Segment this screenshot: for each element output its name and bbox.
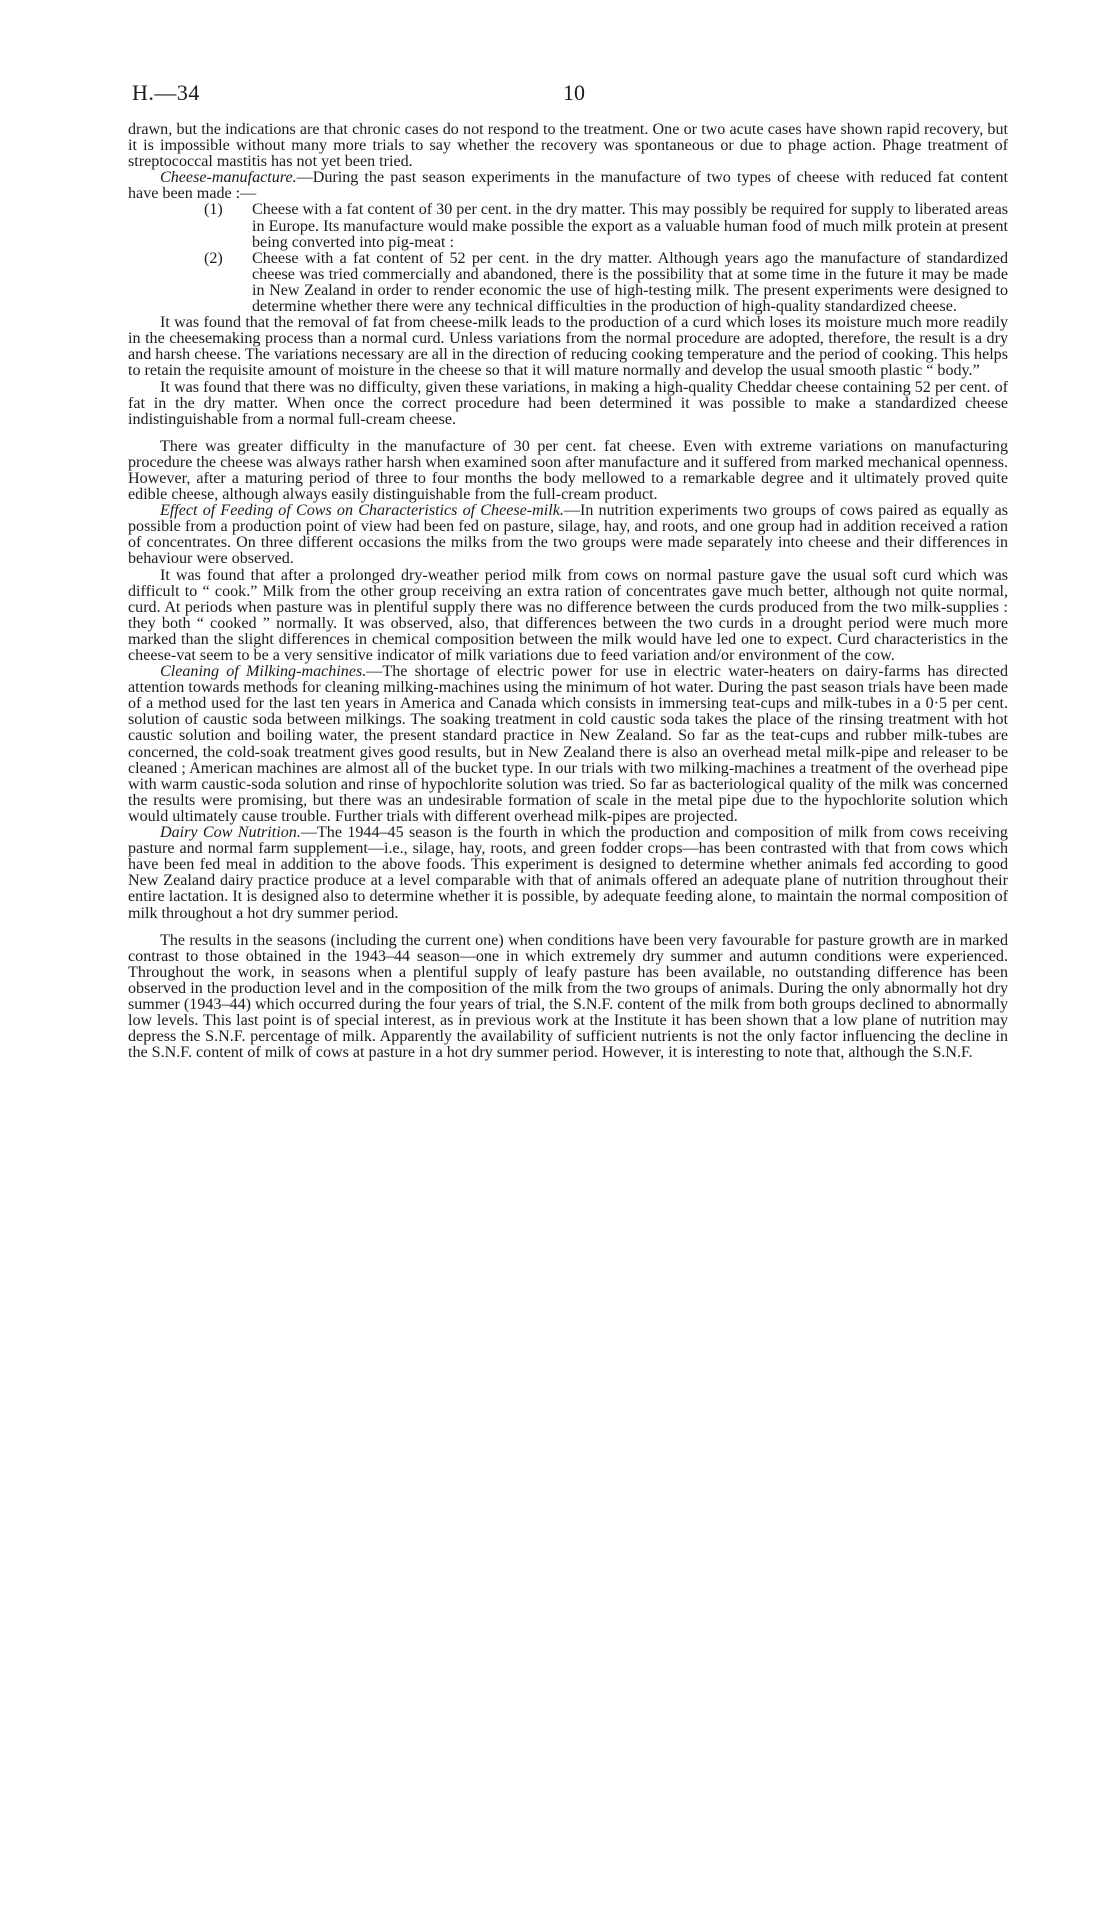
paragraph [128, 503, 1008, 567]
numbered-item [128, 202, 1008, 250]
paragraph [128, 380, 1008, 428]
body-text [128, 122, 1008, 1061]
paragraph [128, 933, 1008, 1062]
section-heading: Cheese-manufacture. [160, 169, 297, 187]
paragraph [128, 315, 1008, 379]
item-text: Cheese with a fat content of 30 per cent. in the dry matter. This may possibly be required for supply to liberated areas in Europe. Its manufacture would make possible the export as a valuable human food of much milk protein at present being converted into pig-meat : [252, 201, 1008, 251]
paragraph [128, 439, 1008, 503]
paragraph-text: The results in the seasons (including the current one) when conditions have been very favourable for pasture growth are in marked contrast to those obtained in the 1943–44 season—one in which extremely dry summer and autumn conditions were experienced. Throughout the work, in seasons when a plentiful supply of leafy pasture has been available, no outstanding difference has been observed in the production level and in the composition of the milk from the two groups of animals. During the only abnormally hot dry summer (1943–44) which occurred during the four years of trial, the S.N.F. content of the milk from both groups declined to abnormally low levels. This last point is of special interest, as in previous work at the Institute it has been shown that a low plane of nutrition may depress the S.N.F. percentage of milk. Apparently the availability of sufficient nutrients is not the only factor influencing the decline in the S.N.F. content of milk of cows at pasture in a hot dry summer period. However, it is interesting to note that, although the S.N.F. [128, 931, 1008, 1062]
item-text: Cheese with a fat content of 52 per cent. in the dry matter. Although years ago the manufacture of standardized cheese was tried commercially and abandoned, there is the possibility that at some time in the future it may be made in New Zealand in order to render economic the use of high-testing milk. The present experiments were designed to determine whether there were any technical difficulties in the production of high-quality standardized cheese. [252, 249, 1008, 316]
paragraph-text: It was found that there was no difficulty, given these variations, in making a high-quality Cheddar cheese containing 52 per cent. of fat in the dry matter. When once the correct procedure had been determined it was possible to make a standardized cheese indistinguishable from a normal full-cream cheese. [128, 378, 1008, 428]
item-number: (1) [204, 201, 223, 219]
paragraph-text: It was found that the removal of fat from cheese-milk leads to the production of a curd which loses its moisture much more readily in the cheesemaking process than a normal curd. Unless variations from the normal procedure are adopted, therefore, the result is a dry and harsh cheese. The variations necessary are all in the direction of reducing cooking temperature and the period of cooking. This helps to retain the requisite amount of moisture in the cheese so that it will mature normally and develop the usual smooth plastic “ body.” [128, 314, 1008, 380]
paragraph [128, 825, 1008, 922]
paragraph [128, 170, 1008, 202]
paragraph-text: There was greater difficulty in the manufacture of 30 per cent. fat cheese. Even with extreme variations on manufacturing procedure the cheese was always rather harsh when examined soon after manufacture and it suffered from marked mechanical openness. However, after a maturing period of three to four months the body mellowed to a remarkable degree and it ultimately proved quite edible cheese, although always easily distinguishable from the full-cream product. [128, 437, 1008, 504]
report-code: H.—34 [132, 80, 200, 105]
paragraph-text: drawn, but the indications are that chronic cases do not respond to the treatment. One or two acute cases have shown rapid recovery, but it is impossible without many more trials to say whether the recovery was spontaneous or due to phage action. Phage treatment of streptococcal mastitis has not yet been tried. [128, 121, 1008, 171]
item-number: (2) [204, 249, 223, 267]
paragraph [128, 122, 1008, 170]
paragraph-text: —The shortage of electric power for use in electric water-heaters on dairy-farms has directed attention towards methods for cleaning milking-machines using the minimum of hot water. During the past season trials have been made of a method used for the last ten years in America and Canada which consists in immersing teat-cups and milk-tubes in a 0·5 per cent. solution of caustic soda between milkings. The soaking treatment in cold caustic soda takes the place of the rinsing treatment with hot caustic solution and boiling water, the present standard practice in New Zealand. So far as the teat-cups and rubber milk-tubes are concerned, the cold-soak treatment gives good results, but in New Zealand there is also an overhead metal milk-pipe and releaser to be cleaned ; American machines are almost all of the bucket type. In our trials with two milking-machines a treatment of the overhead pipe with warm caustic-soda solution and rinse of hypochlorite solution was tried. So far as bacteriological quality of the milk was concerned the results were promising, but there was an undesirable formation of scale in the metal pipe due to the hypochlorite solution which would ultimately cause trouble. Further trials with different overhead milk-pipes are projected. [128, 663, 1009, 825]
paragraph-text: —In nutrition experiments two groups of cows paired as equally as possible from a production point of view had been fed on pasture, silage, hay, and roots, and one group had in addition received a ration of concentrates. On three different occasions the milks from the two groups were made separately into cheese and their differences in behaviour were observed. [128, 502, 1008, 568]
paragraph [128, 664, 1008, 825]
section-heading: Effect of Feeding of Cows on Characteristics of Cheese-milk. [160, 502, 564, 520]
section-heading: Cleaning of Milking-machines. [160, 663, 367, 681]
numbered-item [128, 251, 1008, 315]
paragraph-text: —The 1944–45 season is the fourth in which the production and composition of milk from cows receiving pasture and normal farm supplement—i.e., silage, hay, roots, and green fodder crops—has been contrasted with that from cows which have been fed meal in addition to the above foods. This experiment is designed to determine whether animals fed according to good New Zealand dairy practice produce at a level comparable with that of animals offered an adequate plane of nutrition throughout their entire lactation. It is designed also to determine whether it is possible, by adequate feeding alone, to maintain the normal composition of milk throughout a hot dry summer period. [128, 824, 1008, 922]
paragraph-text: —During the past season experiments in the manufacture of two types of cheese with reduced fat content have been made :— [128, 169, 1008, 203]
paragraph-text: It was found that after a prolonged dry-weather period milk from cows on normal pasture gave the usual soft curd which was difficult to “ cook.” Milk from the other group receiving an extra ration of concentrates gave much better, although not quite normal, curd. At periods when pasture was in plentiful supply there was no difference between the curds produced from the two milk-supplies : they both “ cooked ” normally. It was observed, also, that differences between the two curds in a drought period were much more marked than the slight differences in chemical composition between the milk would have led one to expect. Curd characteristics in the cheese-vat seem to be a very sensitive indicator of milk variations due to feed variation and/or environment of the cow. [128, 566, 1008, 664]
page-number: 10 [563, 80, 585, 105]
section-heading: Dairy Cow Nutrition. [160, 824, 301, 842]
paragraph [128, 568, 1008, 665]
